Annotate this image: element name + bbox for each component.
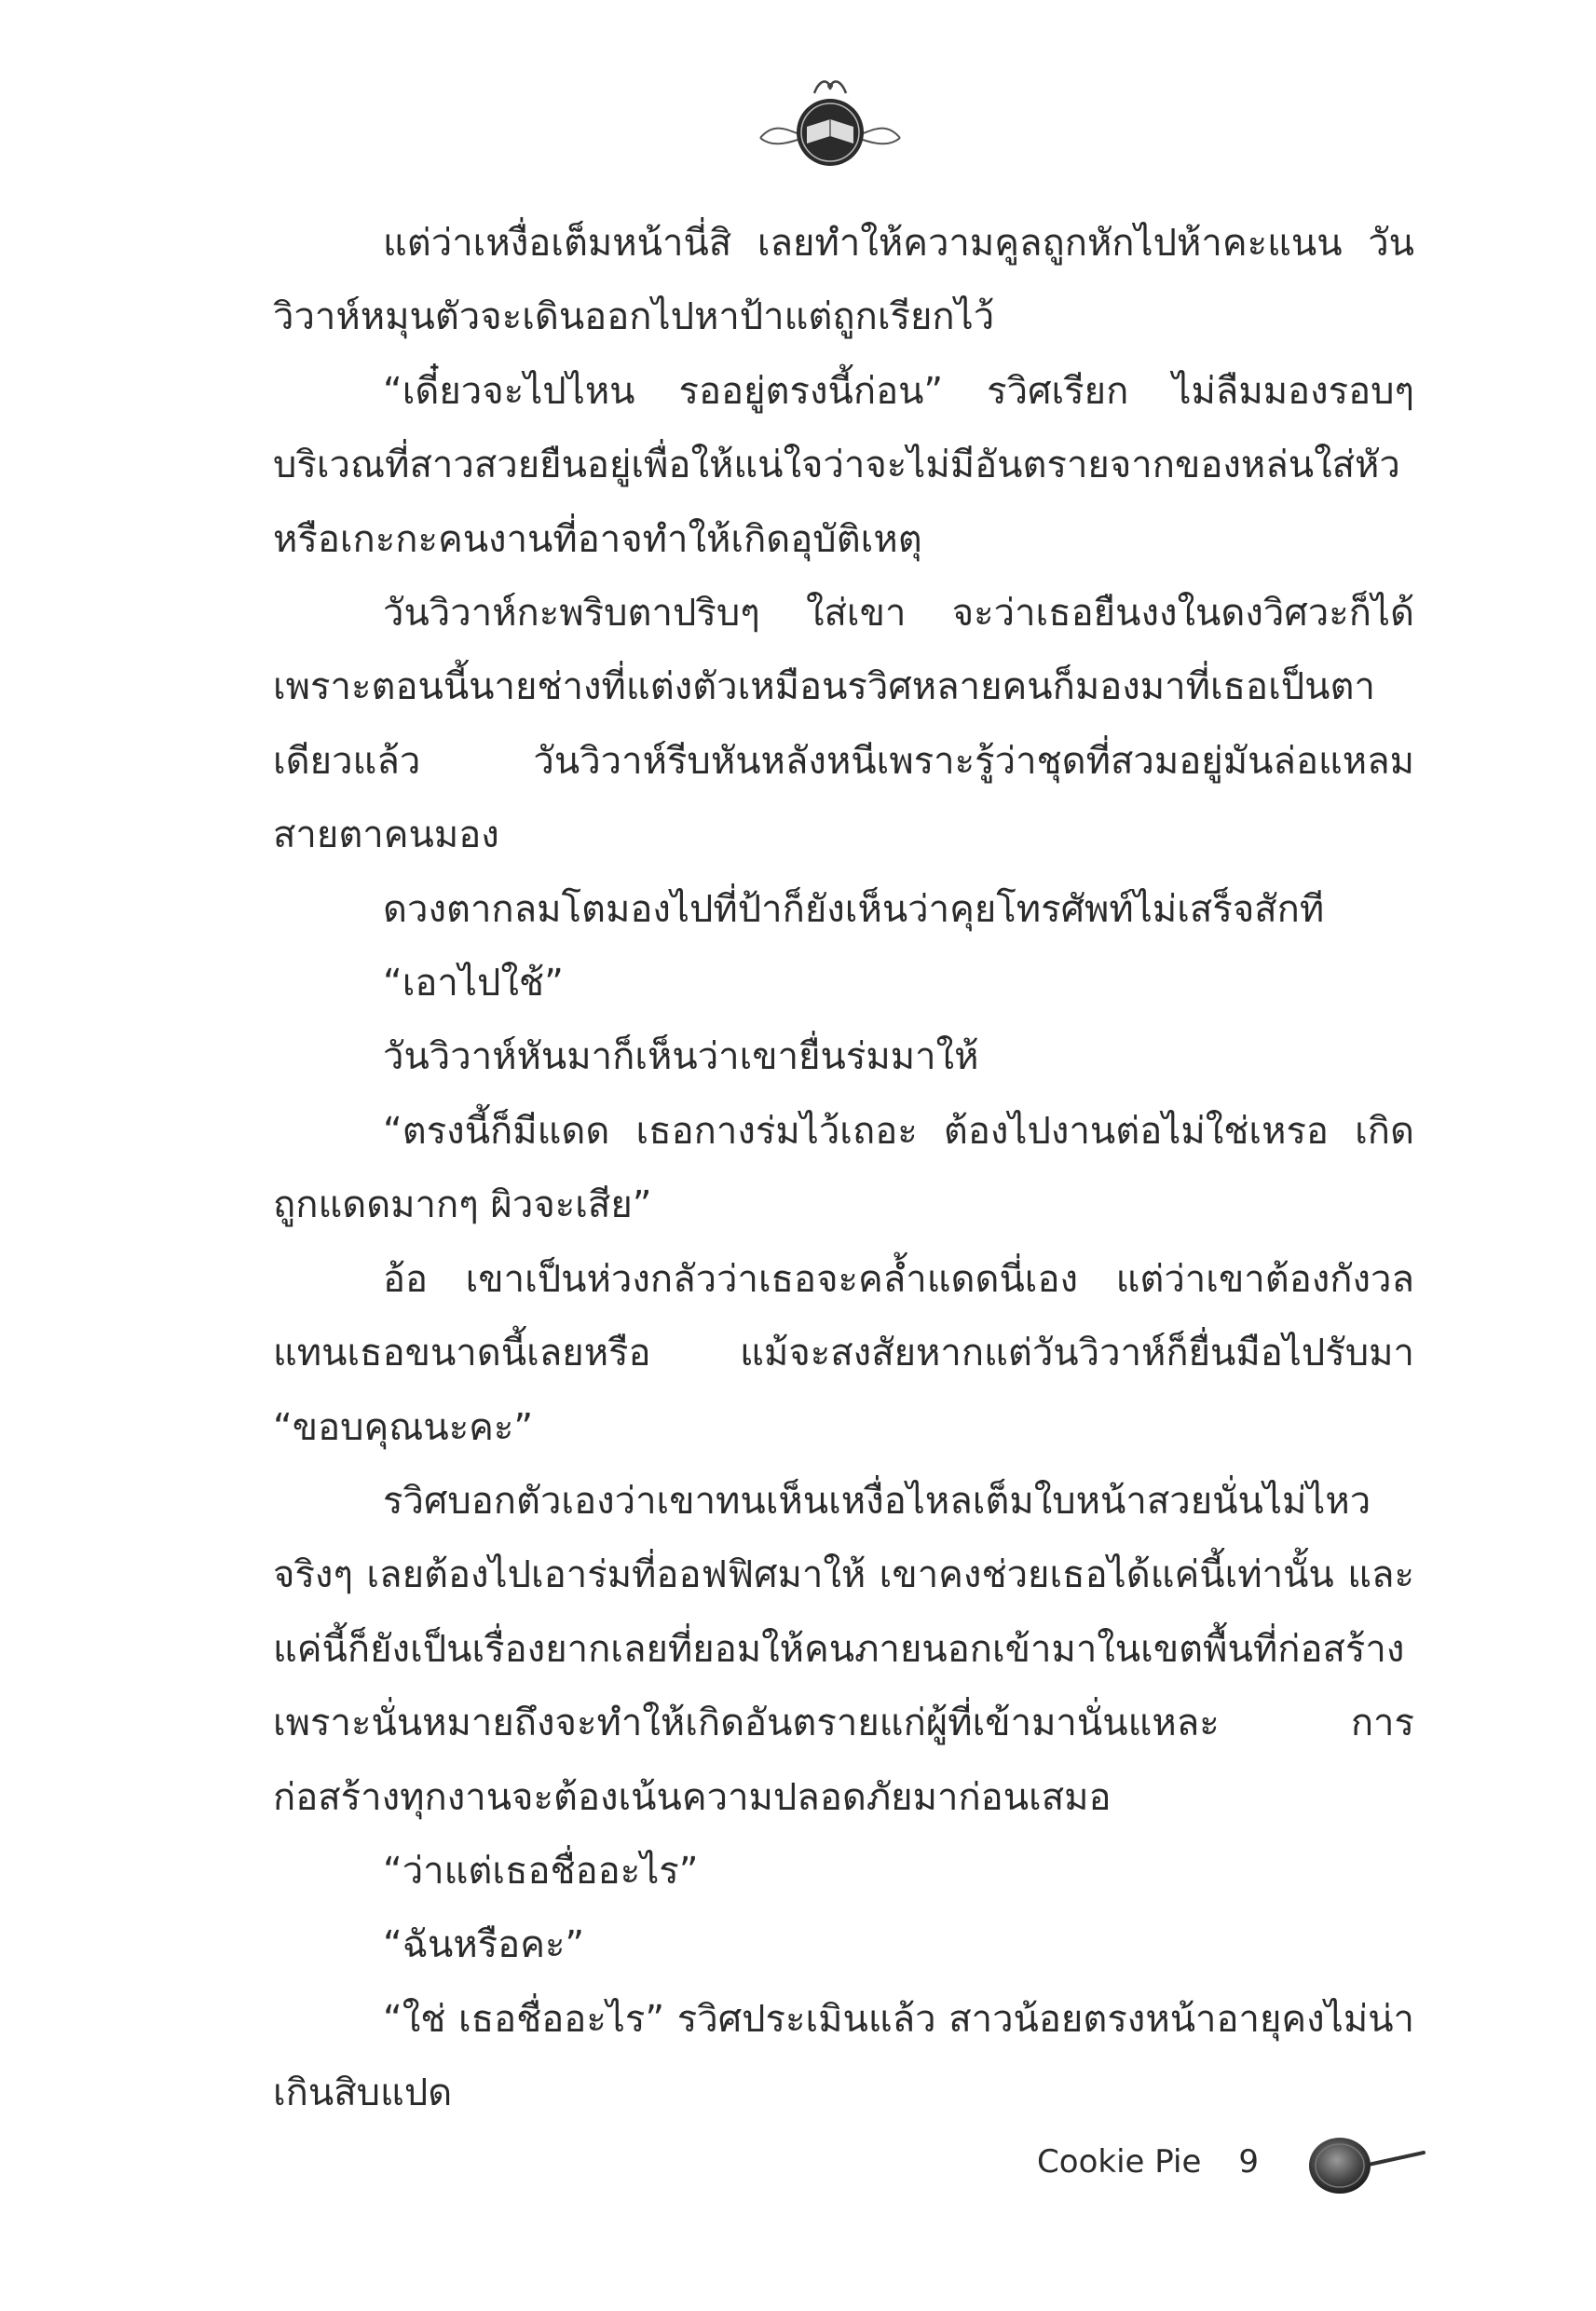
paragraph: ดวงตากลมโตมองไปที่ป้าก็ยังเห็นว่าคุยโทรศัพท์ไม่เสร็จสักที [383,887,1325,931]
paragraph: “ฉันหรือคะ” [383,1923,585,1967]
paragraph: “ว่าแต่เธอชื่ออะไร” [383,1849,699,1893]
book-emblem-icon [751,65,909,186]
paragraph: อ้อ เขาเป็นห่วงกลัวว่าเธอจะคล้ำแดดนี่เอง แต่ว่าเขาต้องกังวลแทนเธอขนาดนี้เลยหรือ แม้จะสงสัยหากแต่วันวิวาห์ก็ยื่นมือไปรับมา “ขอบคุณนะคะ” [273,1257,1414,1449]
story-text [273,207,1414,2131]
paragraph: “ใช่ เธอชื่ออะไร” รวิศประเมินแล้ว สาวน้อยตรงหน้าอายุคงไม่น่าเกินสิบแปด [273,1997,1414,2115]
frying-pan-icon [1306,2132,1427,2197]
paragraph: วันวิวาห์หันมาก็เห็นว่าเขายื่นร่มมาให้ [383,1035,979,1079]
paragraph: “เดี๋ยวจะไปไหน รออยู่ตรงนี้ก่อน” รวิศเรียก ไม่ลืมมองรอบๆ บริเวณที่สาวสวยยืนอยู่เพื่อให้แน่ใจว่าจะไม่มีอันตรายจากของหล่นใส่หัว หรือเกะกะคนงานที่อาจทำให้เกิดอุบัติเหตุ [273,369,1414,561]
book-title: Cookie Pie [1037,2143,1202,2181]
paragraph: แต่ว่าเหงื่อเต็มหน้านี่สิ เลยทำให้ความคูลถูกหักไปห้าคะแนน วันวิวาห์หมุนตัวจะเดินออกไปหาป้าแต่ถูกเรียกไว้ [273,222,1414,339]
page-number: 9 [1238,2143,1259,2181]
paragraph: รวิศบอกตัวเองว่าเขาทนเห็นเหงื่อไหลเต็มใบหน้าสวยนั่นไม่ไหวจริงๆ เลยต้องไปเอาร่มที่ออฟฟิศมาให้ เขาคงช่วยเธอได้แค่นี้เท่านั้น และแค่นี้ก็ยังเป็นเรื่องยากเลยที่ยอมให้คนภายนอกเข้ามาในเขตพื้นที่ก่อสร้าง เพราะนั่นหมายถึงจะทำให้เกิดอันตรายแก่ผู้ที่เข้ามานั่นแหละ การก่อสร้างทุกงานจะต้องเน้นความปลอดภัยมาก่อนเสมอ [273,1479,1414,1819]
paragraph: วันวิวาห์กะพริบตาปริบๆ ใส่เขา จะว่าเธอยืนงงในดงวิศวะก็ได้ เพราะตอนนี้นายช่างที่แต่งตัวเหมือนรวิศหลายคนก็มองมาที่เธอเป็นตาเดียวแล้ว วันวิวาห์รีบหันหลังหนีเพราะรู้ว่าชุดที่สวมอยู่มันล่อแหลมสายตาคนมอง [273,592,1414,857]
paragraph: “เอาไปใช้” [383,962,564,1005]
page-footer [1037,2143,1259,2181]
paragraph: “ตรงนี้ก็มีแดด เธอกางร่มไว้เถอะ ต้องไปงานต่อไม่ใช่เหรอ เกิดถูกแดดมากๆ ผิวจะเสีย” [273,1109,1414,1227]
